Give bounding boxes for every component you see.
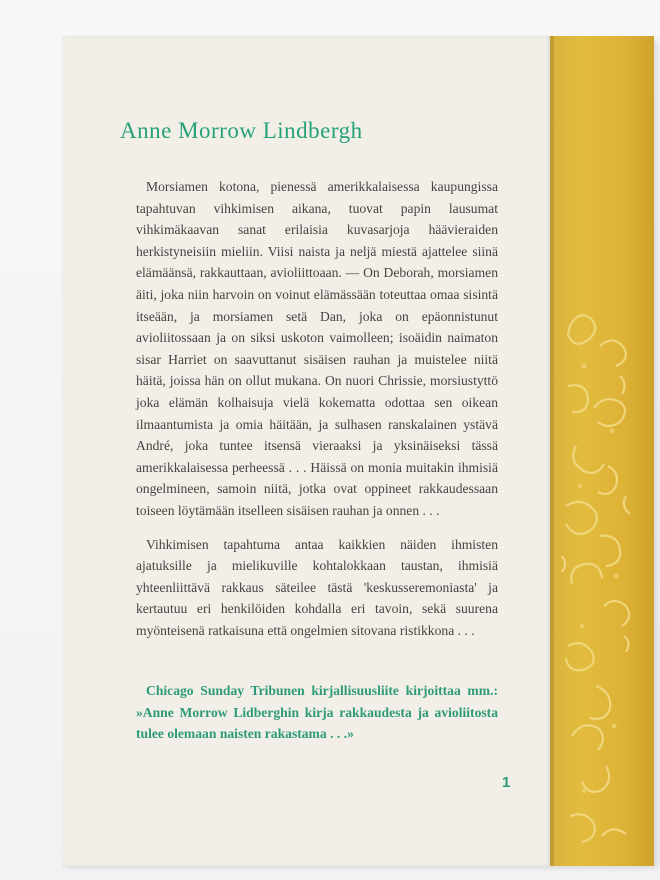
page-number: 1 xyxy=(502,774,511,791)
floral-pattern-icon xyxy=(550,36,654,866)
author-name: Anne Morrow Lindbergh xyxy=(120,118,363,143)
book-spine xyxy=(550,36,654,866)
review-quote: Chicago Sunday Tribunen kirjallisuusliite kirjoittaa mm.: »Anne Morrow Lidberghin kirja rakkaudesta ja avioliitosta tulee olemaan naisten rakastama . . .» xyxy=(136,683,498,742)
blurb-paragraph: Morsiamen kotona, pienessä amerikkalaisessa kaupungissa tapahtuvan vihkimisen aikana, tuovat papin lausumat vihkimäkaavan sanat erilaisia kuvasarjoja häävieraiden herkistyneisiin mieliin. Viisi naista ja neljä miestä ajattelee siinä elämäänsä, rakkauttaan, avioliittoaan. — On Deborah, morsiamen äiti, joka niin harvoin on voinut elämässään toteuttaa omaa sisintä itseään, ja morsiamen setä Dan, joka on epäonnistunut avioliitossaan ja on siksi uskoton vaimolleen; isoäidin naimaton sisar Harriet on saavuttanut sisäisen rauhan ja muistelee niitä häitä, joissa hän on ollut mukana. On nuori Chrissie, morsiustyttö joka elämän kolhaisuja vielä kokematta odottaa sen oikean ilmaantumista ja omia häitään, ja sulhasen ranskalainen ystävä André, joka tuntee itsensä vieraaksi ja yksinäiseksi tässä amerikkalaisessa perheessä . . . Häissä on monia muitakin ihmisiä ongelmineen, samoin niitä, jotka ovat oppineet rakkaudessaan toiseen löytämään itselleen sisäisen rauhan ja onnen . . . xyxy=(136,179,498,518)
blurb-body xyxy=(136,176,498,641)
blurb-paragraph: Vihkimisen tapahtuma antaa kaikkien näiden ihmisten ajatuksille ja mielikuville kohtalokkaan taustan, ihmisiä yhteenliittävä rakkaus säteilee tästä 'keskusseremoniasta' ja kertautuu eri henkilöiden kohdalla eri tavoin, sekä suurena myönteisenä ratkaisuna että ongelmien sitovana ristikkona . . . xyxy=(136,536,498,638)
